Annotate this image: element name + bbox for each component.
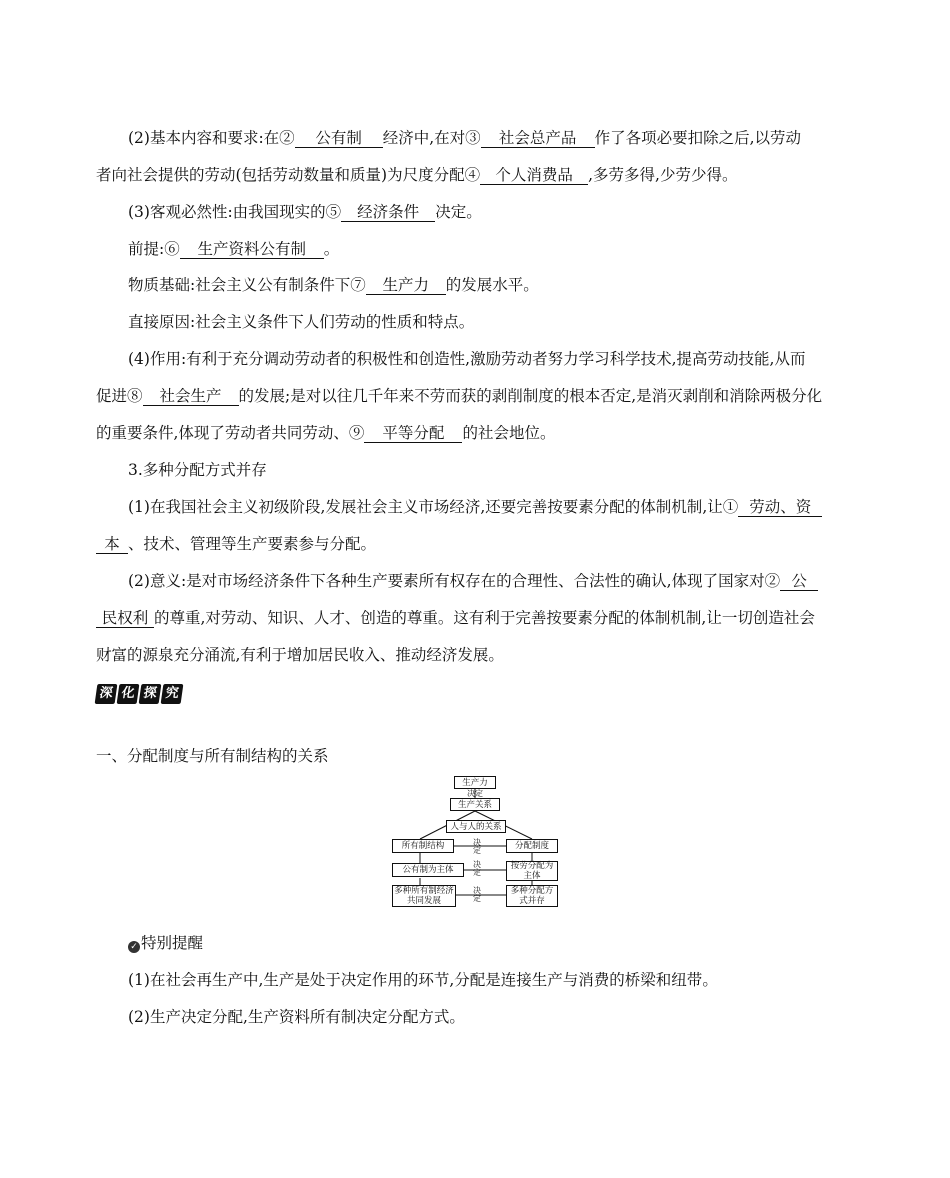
check-icon: ✓ — [128, 941, 140, 953]
text-line — [96, 644, 856, 666]
text: 一、分配制度与所有制结构的关系 — [96, 747, 329, 765]
text-line — [96, 533, 856, 555]
relationship-diagram — [390, 775, 560, 910]
box-labor-distribution-main: 按劳分配为主体 — [506, 861, 558, 881]
text: 前提:⑥ — [128, 240, 180, 258]
badge-char: 化 — [117, 684, 140, 704]
text: 、技术、管理等生产要素参与分配。 — [128, 535, 377, 553]
text: 。 — [323, 240, 340, 258]
label-decides: 决定 — [473, 886, 481, 903]
answer-blank: 经济条件 — [341, 203, 435, 222]
answer-blank: 生产力 — [366, 276, 446, 295]
text: ,多劳多得,少劳少得。 — [588, 166, 738, 184]
text-line — [128, 201, 888, 223]
answer-blank: 社会生产 — [143, 387, 239, 406]
text: 财富的源泉充分涌流,有利于增加居民收入、推动经济发展。 — [96, 646, 504, 664]
text-line — [128, 496, 888, 518]
text-line — [128, 348, 888, 370]
text-line — [128, 127, 888, 149]
box-productivity: 生产力 — [454, 776, 496, 789]
text: (1)在社会再生产中,生产是处于决定作用的环节,分配是连接生产与消费的桥梁和纽带。 — [128, 971, 718, 989]
tip-heading — [128, 932, 888, 954]
text-line — [96, 164, 856, 186]
text: (3)客观必然性:由我国现实的⑤ — [128, 203, 342, 221]
text: 决定。 — [435, 203, 482, 221]
text: 促进⑧ — [96, 387, 143, 405]
label-decides: 决定 — [467, 789, 483, 798]
text: 者向社会提供的劳动(包括劳动数量和质量)为尺度分配④ — [96, 166, 481, 184]
text: 物质基础:社会主义公有制条件下⑦ — [128, 276, 366, 294]
label-decides: 决定 — [473, 860, 481, 877]
answer-blank: 公有制 — [295, 129, 383, 148]
text: 的发展;是对以往几千年来不劳而获的剥削制度的根本否定,是消灭剥削和消除两极分化 — [238, 387, 823, 405]
answer-blank: 本 — [96, 535, 128, 554]
answer-blank: 劳动、资 — [738, 498, 822, 517]
section-heading — [128, 459, 888, 481]
text: (2)生产决定分配,生产资料所有制决定分配方式。 — [128, 1008, 465, 1026]
box-multiple-distribution: 多种分配方式并存 — [506, 885, 558, 907]
badge-char: 探 — [139, 684, 162, 704]
answer-blank: 平等分配 — [364, 424, 462, 443]
text: 特别提醒 — [141, 934, 204, 952]
text: 的尊重,对劳动、知识、人才、创造的尊重。这有利于完善按要素分配的体制机制,让一切创造社会 — [154, 609, 815, 627]
part-title — [96, 745, 856, 767]
answer-blank: 生产资料公有制 — [180, 240, 324, 259]
box-distribution-system: 分配制度 — [506, 839, 558, 853]
section-badge — [96, 684, 182, 704]
answer-blank: 个人消费品 — [480, 166, 588, 185]
text: 3.多种分配方式并存 — [128, 461, 267, 479]
text-line — [96, 422, 856, 444]
text-line — [128, 274, 888, 296]
answer-blank: 社会总产品 — [481, 129, 595, 148]
text: (1)在我国社会主义初级阶段,发展社会主义市场经济,还要完善按要素分配的体制机制,让① — [128, 498, 739, 516]
text: 经济中,在对③ — [382, 129, 481, 147]
box-ownership-structure: 所有制结构 — [392, 839, 454, 853]
answer-blank: 民权利 — [96, 609, 154, 628]
box-production-relations: 生产关系 — [450, 798, 500, 811]
text: 的社会地位。 — [462, 424, 556, 442]
text-line — [128, 1006, 888, 1028]
text: 作了各项必要扣除之后,以劳动 — [594, 129, 802, 147]
text: (2)基本内容和要求:在② — [128, 129, 295, 147]
label-decides: 决定 — [473, 838, 481, 855]
box-multiple-ownership: 多种所有制经济共同发展 — [392, 885, 456, 907]
text: (4)作用:有利于充分调动劳动者的积极性和创造性,激励劳动者努力学习科学技术,提高劳动技能,从而 — [128, 350, 806, 368]
box-human-relations: 人与人的关系 — [446, 820, 506, 833]
box-public-ownership-main: 公有制为主体 — [392, 863, 464, 877]
text: 的重要条件,体现了劳动者共同劳动、⑨ — [96, 424, 365, 442]
text-line — [128, 969, 888, 991]
text: 直接原因:社会主义条件下人们劳动的性质和特点。 — [128, 313, 475, 331]
text-line — [128, 238, 888, 260]
text-line — [128, 311, 888, 333]
text: 的发展水平。 — [445, 276, 539, 294]
answer-blank: 公 — [780, 572, 818, 591]
badge-char: 深 — [95, 684, 118, 704]
text-line — [96, 607, 856, 629]
text-line — [96, 385, 856, 407]
text: (2)意义:是对市场经济条件下各种生产要素所有权存在的合理性、合法性的确认,体现了国家对② — [128, 572, 781, 590]
badge-char: 究 — [161, 684, 184, 704]
text-line — [128, 570, 888, 592]
